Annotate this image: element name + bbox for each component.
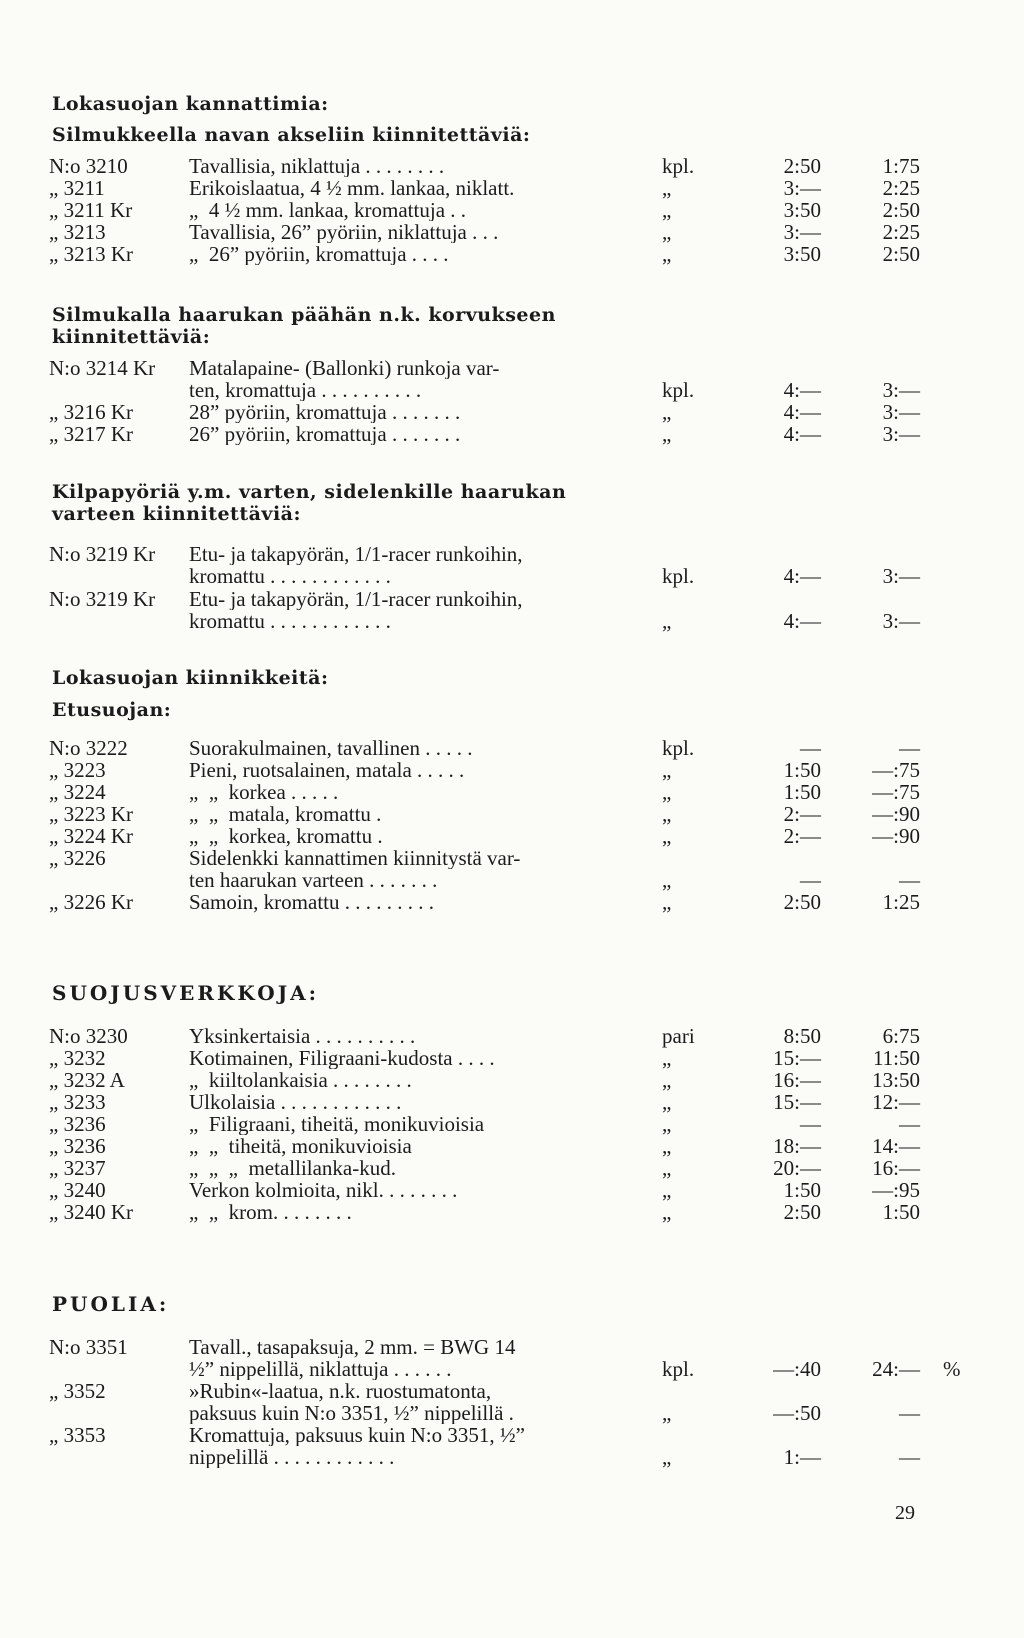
item-description: Suorakulmainen, tavallinen . . . . . bbox=[189, 737, 473, 759]
item-description: ½” nippelillä, niklattuja . . . . . . bbox=[189, 1358, 452, 1380]
item-number: „ 3236 bbox=[49, 1134, 106, 1158]
item-unit: „ bbox=[662, 176, 672, 200]
item-number: „ 3211 Kr bbox=[49, 198, 133, 222]
item-unit: kpl. bbox=[662, 736, 695, 760]
item-number: N:o 3219 Kr bbox=[49, 587, 156, 611]
table-row bbox=[0, 1358, 1024, 1380]
price-wholesale: 2:50 bbox=[882, 242, 920, 266]
item-description: Erikoislaatua, 4 ½ mm. lankaa, niklatt. bbox=[189, 177, 515, 199]
table-row bbox=[0, 1402, 1024, 1424]
item-number: „ 3226 bbox=[49, 846, 106, 870]
price-retail: 3:50 bbox=[783, 198, 821, 222]
item-unit: kpl. bbox=[662, 378, 695, 402]
item-description: Etu- ja takapyörän, 1/1-racer runkoihin, bbox=[189, 588, 523, 610]
price-retail: 4:— bbox=[783, 378, 821, 402]
price-wholesale: —:90 bbox=[872, 802, 920, 826]
item-number: „ 3223 bbox=[49, 758, 106, 782]
section-heading-protective-nets: SUOJUSVERKKOJA: bbox=[52, 981, 320, 1005]
price-retail: —:40 bbox=[773, 1357, 821, 1381]
item-description: Kromattuja, paksuus kuin N:o 3351, ½” bbox=[189, 1424, 525, 1446]
price-wholesale: 3:— bbox=[882, 422, 920, 446]
item-description: „ „ tiheitä, monikuvioisia bbox=[189, 1135, 412, 1157]
price-wholesale: —:75 bbox=[872, 758, 920, 782]
item-description: „ 26” pyöriin, kromattuja . . . . bbox=[189, 243, 449, 265]
item-description: „ „ korkea, kromattu . bbox=[189, 825, 383, 847]
item-description: „ „ krom. . . . . . . . bbox=[189, 1201, 352, 1223]
item-number: „ 3352 bbox=[49, 1379, 106, 1403]
item-description: Tavallisia, niklattuja . . . . . . . . bbox=[189, 155, 445, 177]
item-description: Tavall., tasapaksuja, 2 mm. = BWG 14 bbox=[189, 1336, 516, 1358]
table-row bbox=[0, 423, 1024, 445]
price-wholesale: 3:— bbox=[882, 609, 920, 633]
price-retail: 18:— bbox=[773, 1134, 821, 1158]
table-row bbox=[0, 221, 1024, 243]
item-number: „ 3223 Kr bbox=[49, 802, 133, 826]
price-wholesale: — bbox=[899, 868, 920, 892]
subheading-axle-mounted: Silmukkeella navan akseliin kiinnitettäviä: bbox=[52, 124, 531, 146]
price-retail: 15:— bbox=[773, 1046, 821, 1070]
item-description: »Rubin«-laatua, n.k. ruostumatonta, bbox=[189, 1380, 492, 1402]
item-number: „ 3226 Kr bbox=[49, 890, 133, 914]
price-retail: 1:50 bbox=[783, 1178, 821, 1202]
item-unit: „ bbox=[662, 1090, 672, 1114]
item-description: „ „ matala, kromattu . bbox=[189, 803, 382, 825]
price-retail: 1:50 bbox=[783, 780, 821, 804]
item-description: Samoin, kromattu . . . . . . . . . bbox=[189, 891, 434, 913]
item-number: „ 3232 bbox=[49, 1046, 106, 1070]
table-row bbox=[0, 1069, 1024, 1091]
table-row bbox=[0, 803, 1024, 825]
item-unit: „ bbox=[662, 609, 672, 633]
item-unit: „ bbox=[662, 1068, 672, 1092]
price-retail: —:50 bbox=[773, 1401, 821, 1425]
item-unit: „ bbox=[662, 758, 672, 782]
item-number: „ 3232 A bbox=[49, 1068, 125, 1092]
table-row bbox=[0, 1424, 1024, 1446]
subheading-racing-wheels: Kilpapyöriä y.m. varten, sidelenkille haarukan bbox=[52, 481, 567, 503]
item-unit: „ bbox=[662, 1046, 672, 1070]
item-description: Pieni, ruotsalainen, matala . . . . . bbox=[189, 759, 465, 781]
subheading-front-fender: Etusuojan: bbox=[52, 699, 172, 721]
price-retail: — bbox=[800, 1112, 821, 1136]
item-number: „ 3236 bbox=[49, 1112, 106, 1136]
price-retail: 1:— bbox=[783, 1445, 821, 1469]
price-retail: 15:— bbox=[773, 1090, 821, 1114]
item-unit: „ bbox=[662, 780, 672, 804]
table-row bbox=[0, 1135, 1024, 1157]
item-number: „ 3353 bbox=[49, 1423, 106, 1447]
item-description: Matalapaine- (Ballonki) runkoja var- bbox=[189, 357, 500, 379]
price-retail: 1:50 bbox=[783, 758, 821, 782]
price-retail: 2:— bbox=[783, 824, 821, 848]
item-unit: pari bbox=[662, 1024, 695, 1048]
price-wholesale: 16:— bbox=[872, 1156, 920, 1180]
table-row bbox=[0, 891, 1024, 913]
item-number: N:o 3210 bbox=[49, 154, 128, 178]
price-retail: 2:50 bbox=[783, 1200, 821, 1224]
item-number: N:o 3222 bbox=[49, 736, 128, 760]
item-number: „ 3233 bbox=[49, 1090, 106, 1114]
table-row bbox=[0, 565, 1024, 587]
table-row bbox=[0, 1380, 1024, 1402]
price-wholesale: 2:50 bbox=[882, 198, 920, 222]
item-description: „ kiiltolankaisia . . . . . . . . bbox=[189, 1069, 412, 1091]
table-row bbox=[0, 155, 1024, 177]
item-description: Kotimainen, Filigraani-kudosta . . . . bbox=[189, 1047, 495, 1069]
item-number: N:o 3219 Kr bbox=[49, 542, 156, 566]
price-wholesale: 24:— bbox=[872, 1357, 920, 1381]
table-row bbox=[0, 1179, 1024, 1201]
item-description: Sidelenkki kannattimen kiinnitystä var- bbox=[189, 847, 521, 869]
table-row bbox=[0, 1157, 1024, 1179]
item-unit: kpl. bbox=[662, 1357, 695, 1381]
item-unit: „ bbox=[662, 422, 672, 446]
price-retail: 4:— bbox=[783, 564, 821, 588]
table-row bbox=[0, 1113, 1024, 1135]
table-row bbox=[0, 781, 1024, 803]
price-wholesale: 3:— bbox=[882, 400, 920, 424]
item-number: „ 3240 bbox=[49, 1178, 106, 1202]
table-row bbox=[0, 1047, 1024, 1069]
table-row bbox=[0, 199, 1024, 221]
table-row bbox=[0, 610, 1024, 632]
table-row bbox=[0, 825, 1024, 847]
price-retail: 2:— bbox=[783, 802, 821, 826]
per-hundred-mark: % bbox=[943, 1357, 961, 1381]
price-wholesale: 3:— bbox=[882, 378, 920, 402]
table-row bbox=[0, 588, 1024, 610]
price-retail: 2:50 bbox=[783, 154, 821, 178]
item-number: N:o 3351 bbox=[49, 1335, 128, 1359]
item-unit: „ bbox=[662, 1401, 672, 1425]
price-wholesale: —:95 bbox=[872, 1178, 920, 1202]
price-wholesale: —:90 bbox=[872, 824, 920, 848]
item-unit: „ bbox=[662, 1134, 672, 1158]
item-description: Yksinkertaisia . . . . . . . . . . bbox=[189, 1025, 416, 1047]
price-wholesale: 12:— bbox=[872, 1090, 920, 1114]
table-row bbox=[0, 177, 1024, 199]
table-row bbox=[0, 1446, 1024, 1468]
price-wholesale: — bbox=[899, 1445, 920, 1469]
item-description: kromattu . . . . . . . . . . . . bbox=[189, 565, 391, 587]
price-wholesale: 1:50 bbox=[882, 1200, 920, 1224]
price-retail: 2:50 bbox=[783, 890, 821, 914]
item-unit: „ bbox=[662, 1445, 672, 1469]
item-number: „ 3240 Kr bbox=[49, 1200, 133, 1224]
table-row bbox=[0, 401, 1024, 423]
item-description: paksuus kuin N:o 3351, ½” nippelillä . bbox=[189, 1402, 514, 1424]
item-description: „ „ „ metallilanka-kud. bbox=[189, 1157, 396, 1179]
price-wholesale: — bbox=[899, 1112, 920, 1136]
price-wholesale: —:75 bbox=[872, 780, 920, 804]
item-unit: „ bbox=[662, 802, 672, 826]
item-unit: „ bbox=[662, 198, 672, 222]
price-wholesale: — bbox=[899, 736, 920, 760]
section-heading-fender-fittings: Lokasuojan kiinnikkeitä: bbox=[52, 667, 329, 689]
item-unit: „ bbox=[662, 1200, 672, 1224]
item-unit: „ bbox=[662, 400, 672, 424]
item-number: „ 3213 bbox=[49, 220, 106, 244]
item-number: N:o 3214 Kr bbox=[49, 356, 156, 380]
item-unit: „ bbox=[662, 1178, 672, 1202]
section-heading-fender-brackets: Lokasuojan kannattimia: bbox=[52, 93, 329, 115]
item-unit: kpl. bbox=[662, 154, 695, 178]
price-wholesale: 1:25 bbox=[882, 890, 920, 914]
item-description: Verkon kolmioita, nikl. . . . . . . . bbox=[189, 1179, 458, 1201]
item-unit: „ bbox=[662, 1156, 672, 1180]
price-retail: 3:50 bbox=[783, 242, 821, 266]
table-row bbox=[0, 869, 1024, 891]
table-row bbox=[0, 737, 1024, 759]
item-number: N:o 3230 bbox=[49, 1024, 128, 1048]
item-description: „ 4 ½ mm. lankaa, kromattuja . . bbox=[189, 199, 467, 221]
item-unit: „ bbox=[662, 242, 672, 266]
table-row bbox=[0, 379, 1024, 401]
item-unit: kpl. bbox=[662, 564, 695, 588]
table-row bbox=[0, 243, 1024, 265]
item-number: „ 3237 bbox=[49, 1156, 106, 1180]
item-description: Tavallisia, 26” pyöriin, niklattuja . . . bbox=[189, 221, 499, 243]
table-row bbox=[0, 543, 1024, 565]
section-heading-spokes: PUOLIA: bbox=[52, 1292, 170, 1316]
price-wholesale: 1:75 bbox=[882, 154, 920, 178]
item-unit: „ bbox=[662, 890, 672, 914]
table-row bbox=[0, 1091, 1024, 1113]
price-retail: — bbox=[800, 868, 821, 892]
price-retail: 16:— bbox=[773, 1068, 821, 1092]
item-description: 28” pyöriin, kromattuja . . . . . . . bbox=[189, 401, 461, 423]
item-description: 26” pyöriin, kromattuja . . . . . . . bbox=[189, 423, 461, 445]
item-number: „ 3216 Kr bbox=[49, 400, 133, 424]
item-number: „ 3211 bbox=[49, 176, 105, 200]
subheading-fork-end-cont: kiinnitettäviä: bbox=[52, 326, 211, 348]
item-unit: „ bbox=[662, 220, 672, 244]
price-retail: 20:— bbox=[773, 1156, 821, 1180]
item-description: „ „ korkea . . . . . bbox=[189, 781, 339, 803]
item-number: „ 3224 bbox=[49, 780, 106, 804]
item-unit: „ bbox=[662, 1112, 672, 1136]
item-number: „ 3224 Kr bbox=[49, 824, 133, 848]
price-retail: 3:— bbox=[783, 176, 821, 200]
item-description: „ Filigraani, tiheitä, monikuvioisia bbox=[189, 1113, 485, 1135]
item-description: ten haarukan varteen . . . . . . . bbox=[189, 869, 438, 891]
price-wholesale: 11:50 bbox=[872, 1046, 920, 1070]
item-description: ten, kromattuja . . . . . . . . . . bbox=[189, 379, 422, 401]
table-row bbox=[0, 759, 1024, 781]
table-row bbox=[0, 357, 1024, 379]
table-row bbox=[0, 847, 1024, 869]
page-number: 29 bbox=[895, 1502, 915, 1524]
price-wholesale: 6:75 bbox=[882, 1024, 920, 1048]
item-description: nippelillä . . . . . . . . . . . . bbox=[189, 1446, 395, 1468]
price-retail: 4:— bbox=[783, 422, 821, 446]
price-wholesale: 2:25 bbox=[882, 176, 920, 200]
price-wholesale: 2:25 bbox=[882, 220, 920, 244]
item-unit: „ bbox=[662, 824, 672, 848]
price-retail: 4:— bbox=[783, 609, 821, 633]
subheading-racing-wheels-cont: varteen kiinnitettäviä: bbox=[52, 503, 301, 525]
subheading-fork-end: Silmukalla haarukan päähän n.k. korvukseen bbox=[52, 304, 556, 326]
item-description: Ulkolaisia . . . . . . . . . . . . bbox=[189, 1091, 402, 1113]
price-retail: 4:— bbox=[783, 400, 821, 424]
price-retail: 8:50 bbox=[783, 1024, 821, 1048]
price-wholesale: — bbox=[899, 1401, 920, 1425]
item-unit: „ bbox=[662, 868, 672, 892]
price-wholesale: 13:50 bbox=[872, 1068, 920, 1092]
price-wholesale: 14:— bbox=[872, 1134, 920, 1158]
table-row bbox=[0, 1025, 1024, 1047]
table-row bbox=[0, 1336, 1024, 1358]
table-row bbox=[0, 1201, 1024, 1223]
item-number: „ 3217 Kr bbox=[49, 422, 133, 446]
item-description: kromattu . . . . . . . . . . . . bbox=[189, 610, 391, 632]
item-number: „ 3213 Kr bbox=[49, 242, 133, 266]
price-retail: 3:— bbox=[783, 220, 821, 244]
price-wholesale: 3:— bbox=[882, 564, 920, 588]
price-retail: — bbox=[800, 736, 821, 760]
item-description: Etu- ja takapyörän, 1/1-racer runkoihin, bbox=[189, 543, 523, 565]
